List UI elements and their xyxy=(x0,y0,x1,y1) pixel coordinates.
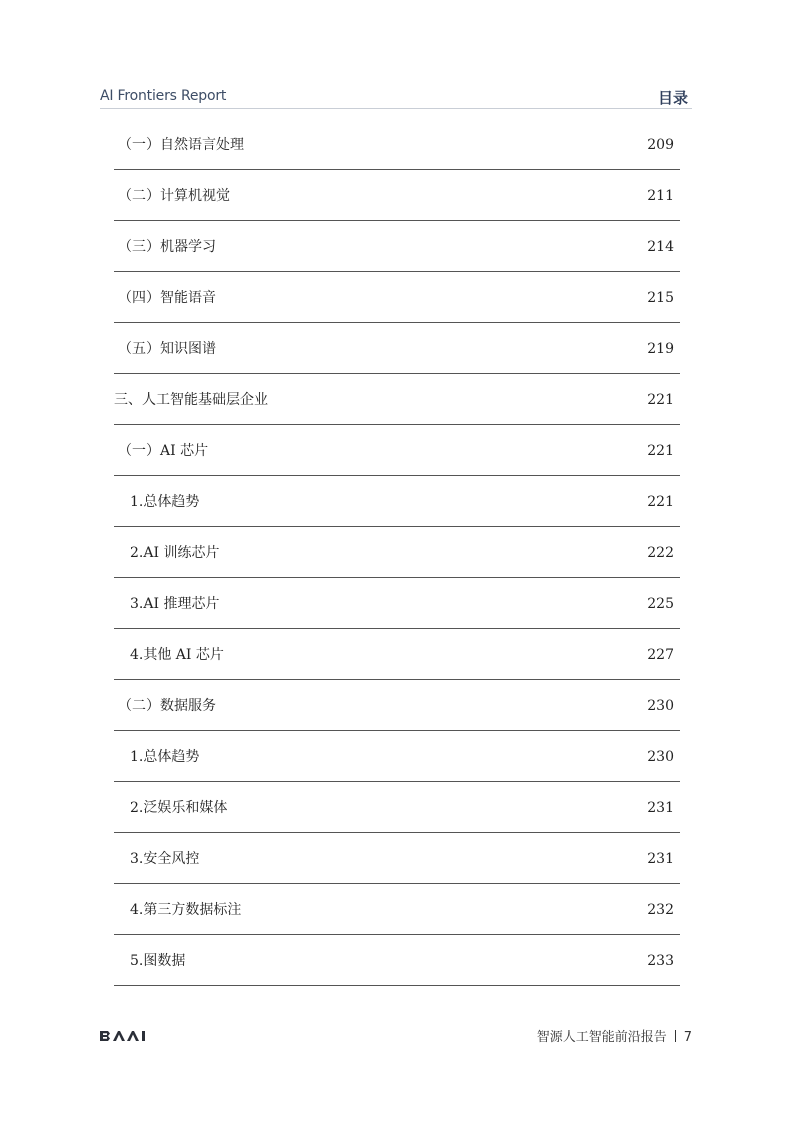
page-header xyxy=(100,86,692,109)
toc-entry-title: 3.AI 推理芯片 xyxy=(130,596,220,612)
toc-entry-page: 214 xyxy=(647,239,674,255)
toc-entry-title: （二）数据服务 xyxy=(118,698,216,714)
section-title: 目录 xyxy=(657,89,688,107)
footer-title: 智源人工智能前沿报告 xyxy=(536,1030,667,1045)
toc-entry[interactable] xyxy=(114,935,680,986)
table-of-contents xyxy=(114,119,680,986)
toc-entry[interactable] xyxy=(114,527,680,578)
toc-entry[interactable] xyxy=(114,323,680,374)
toc-entry-page: 221 xyxy=(647,443,674,459)
toc-entry[interactable] xyxy=(114,731,680,782)
toc-entry-title: （一）自然语言处理 xyxy=(118,137,244,153)
toc-entry-title: 2.AI 训练芯片 xyxy=(130,545,220,561)
toc-entry-page: 230 xyxy=(647,749,674,765)
toc-entry-title: 3.安全风控 xyxy=(130,851,200,867)
toc-entry-page: 231 xyxy=(647,851,674,867)
footer-divider xyxy=(675,1030,676,1042)
toc-entry-page: 211 xyxy=(647,188,674,204)
toc-entry[interactable] xyxy=(114,221,680,272)
toc-entry-title: （一）AI 芯片 xyxy=(118,443,209,459)
toc-entry[interactable] xyxy=(114,272,680,323)
toc-entry[interactable] xyxy=(114,782,680,833)
toc-entry[interactable] xyxy=(114,833,680,884)
page-footer xyxy=(537,1026,692,1045)
toc-entry[interactable] xyxy=(114,374,680,425)
toc-entry[interactable] xyxy=(114,119,680,170)
toc-entry[interactable] xyxy=(114,578,680,629)
toc-entry-title: 1.总体趋势 xyxy=(130,494,200,510)
toc-entry-page: 209 xyxy=(647,137,674,153)
toc-entry-title: 1.总体趋势 xyxy=(130,749,200,765)
toc-entry-page: 222 xyxy=(647,545,674,561)
toc-entry-page: 231 xyxy=(647,800,674,816)
toc-entry-page: 232 xyxy=(647,902,674,918)
baai-logo xyxy=(99,1030,147,1042)
toc-entry-page: 230 xyxy=(647,698,674,714)
toc-entry-page: 225 xyxy=(647,596,674,612)
toc-entry[interactable] xyxy=(114,476,680,527)
toc-entry-title: 2.泛娱乐和媒体 xyxy=(130,800,228,816)
toc-entry-title: 4.第三方数据标注 xyxy=(130,902,242,918)
toc-entry-title: 4.其他 AI 芯片 xyxy=(130,647,224,663)
toc-entry-page: 215 xyxy=(647,290,674,306)
report-name: AI Frontiers Report xyxy=(100,88,227,104)
toc-entry-title: 5.图数据 xyxy=(130,953,186,969)
toc-entry-title: （五）知识图谱 xyxy=(118,341,216,357)
toc-entry-title: （二）计算机视觉 xyxy=(118,188,230,204)
toc-entry-title: （四）智能语音 xyxy=(118,290,216,306)
toc-entry-page: 219 xyxy=(647,341,674,357)
toc-entry-title: （三）机器学习 xyxy=(118,239,216,255)
page-number: 7 xyxy=(683,1030,692,1045)
toc-entry[interactable] xyxy=(114,170,680,221)
toc-entry-page: 221 xyxy=(647,494,674,510)
toc-entry[interactable] xyxy=(114,629,680,680)
toc-entry-page: 221 xyxy=(647,392,674,408)
toc-entry[interactable] xyxy=(114,680,680,731)
toc-entry[interactable] xyxy=(114,425,680,476)
toc-entry[interactable] xyxy=(114,884,680,935)
toc-entry-page: 227 xyxy=(647,647,674,663)
toc-entry-title: 三、人工智能基础层企业 xyxy=(114,392,268,408)
toc-entry-page: 233 xyxy=(647,953,674,969)
